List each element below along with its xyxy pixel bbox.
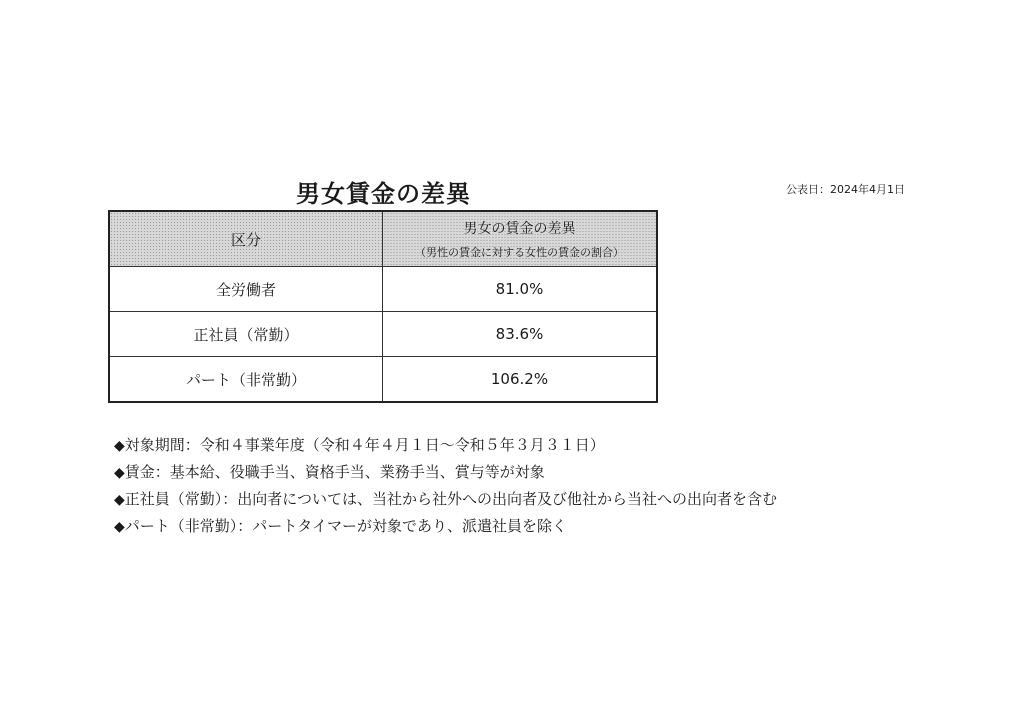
list-item bbox=[114, 513, 777, 540]
diamond-bullet-icon: ◆ bbox=[114, 519, 125, 535]
wage-gap-table bbox=[108, 210, 658, 403]
diamond-bullet-icon: ◆ bbox=[114, 438, 125, 454]
notes-list bbox=[114, 432, 777, 540]
row-value: 106.2% bbox=[383, 357, 658, 403]
note-text: 賃金：基本給、役職手当、資格手当、業務手当、賞与等が対象 bbox=[124, 463, 545, 481]
table-row bbox=[109, 357, 657, 403]
diamond-bullet-icon: ◆ bbox=[114, 492, 125, 508]
row-category: 全労働者 bbox=[109, 267, 383, 312]
note-text: 正社員（常勤）：出向者については、当社から社外への出向者及び他社から当社への出向者を含む bbox=[124, 490, 777, 508]
header-category: 区分 bbox=[109, 211, 383, 267]
note-text: パート（非常勤）：パートタイマーが対象であり、派遣社員を除く bbox=[124, 517, 567, 535]
table-row bbox=[109, 267, 657, 312]
page-title: 男女賃金の差異 bbox=[296, 180, 471, 208]
header-value-note: （男性の賃金に対する女性の賃金の割合） bbox=[415, 246, 624, 259]
row-category: パート（非常勤） bbox=[109, 357, 383, 403]
diamond-bullet-icon: ◆ bbox=[114, 465, 125, 481]
row-value: 83.6% bbox=[383, 312, 658, 357]
header-value-label: 男女の賃金の差異 bbox=[463, 221, 576, 237]
row-category: 正社員（常勤） bbox=[109, 312, 383, 357]
list-item bbox=[114, 486, 777, 513]
list-item bbox=[114, 432, 777, 459]
table-row bbox=[109, 312, 657, 357]
note-text: 対象期間：令和４事業年度（令和４年４月１日～令和５年３月３１日） bbox=[124, 436, 605, 454]
list-item bbox=[114, 459, 777, 486]
row-value: 81.0% bbox=[383, 267, 658, 312]
table-header-row bbox=[109, 211, 657, 267]
header-value bbox=[383, 211, 658, 267]
publication-date: 公表日：2024年4月1日 bbox=[786, 183, 905, 196]
